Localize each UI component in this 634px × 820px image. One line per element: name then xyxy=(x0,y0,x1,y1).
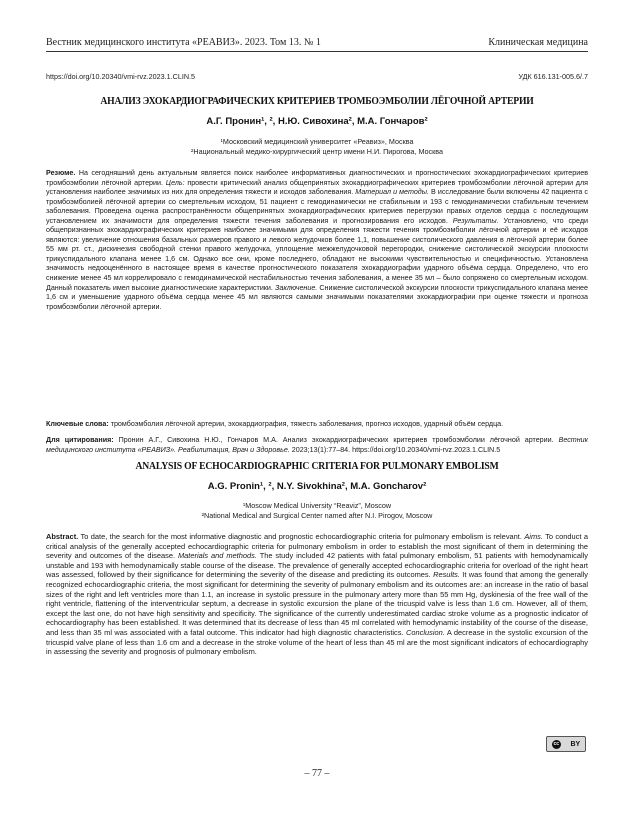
abstract-en xyxy=(46,532,588,657)
journal-name: Вестник медицинского института «РЕАВИЗ». 2023. Том 13. № 1 xyxy=(46,37,321,48)
page-number: – 77 – xyxy=(304,768,330,779)
cc-by-label: BY xyxy=(570,740,581,748)
methods-ru-label: Материал и методы. xyxy=(355,188,429,197)
keywords-ru xyxy=(46,420,588,430)
conclusion-en-label: Conclusion. xyxy=(406,627,445,637)
cc-license-badge[interactable] xyxy=(546,736,586,752)
affiliation-ru-1: ¹Московский медицинский университет «Реавиз», Москва xyxy=(220,137,414,146)
cc-icon: cc xyxy=(553,741,560,747)
title-ru: АНАЛИЗ ЭХОКАРДИОГРАФИЧЕСКИХ КРИТЕРИЕВ ТРОМБОЭМБОЛИИ ЛЁГОЧНОЙ АРТЕРИИ xyxy=(100,96,534,107)
affiliations-en xyxy=(46,501,588,521)
results-ru-text: Установлено, что среди общепризнанных эхокардиографических критериев наиболее значимыми для определения тяжести течения тромбоэмболии лёгочной артерии и её исходов являются: увеличение отношения базальных размеров правого и левого желудочков более 1,1, повышение систолического давления в лёгочной артерии более 55 мм рт. ст., дискинезия свободной стенки правого желудочка, уплощение межжелудочковой перегородки, снижение систолической экскурсии плоскости трикуспидального клапана менее 1,6 см. Однако все они, кроме последнего, обладают не высокими чувствительностью и специфичностью. Установлена значимость недооценённого в настоящее время в качестве прогностического показателя эхокардиографии ударного объёма сердца. Определено, что его снижение менее 45 мл коррелировало с гемодинамической нестабильностью течения заболевания, а менее 35 мл – было сопряжено со смертельным исходом. Данный показатель имел высокие диагностические характеристики. xyxy=(46,216,588,292)
aim-ru-label: Цель: xyxy=(165,178,185,187)
conclusion-ru-text: Снижение систолической экскурсии плоскости трикуспидального клапана менее 1,6 см и уменьшение ударного объёма сердца менее 45 мл являются самыми значимыми показателями эхокардиографии при оценке тяжести и прогноза тромбоэмболии лёгочной артерии. xyxy=(46,283,588,311)
conclusion-ru-label: Заключение. xyxy=(274,283,318,292)
journal-section: Клиническая медицина xyxy=(488,37,588,48)
doi-link[interactable]: https://doi.org/10.20340/vmi-rvz.2023.1.CLIN.5 xyxy=(46,72,196,81)
affiliation-en-2: ²National Medical and Surgical Center named after N.I. Pirogov, Moscow xyxy=(201,511,433,520)
conclusion-en-text: A decrease in the systolic excursion of the tricuspid valve plane of less than 1.6 cm and a decrease in the stroke volume of the heart of less than 45 ml are the most significant indicators of echocardiography in assessing the severity and prognosis of pulmonary embolism. xyxy=(46,627,588,657)
title-en: ANALYSIS OF ECHOCARDIOGRAPHIC CRITERIA FOR PULMONARY EMBOLISM xyxy=(135,461,499,472)
udc-code: УДК 616.131-005.6/.7 xyxy=(518,72,588,81)
abstract-ru-label: Резюме. xyxy=(46,169,76,177)
abstract-ru-intro: На сегодняшний день актуальным является поиск наиболее информативных диагностических и прогностических эхокардиографических критериев тромбоэмболии лёгочной артерии. xyxy=(46,169,588,187)
citation-ru-text: Пронин А.Г., Сивохина Н.Ю., Гончаров М.А. Анализ эхокардиографических критериев тромбоэмболии лёгочной артерии. xyxy=(118,436,554,444)
abstract-en-label: Abstract. xyxy=(46,532,79,541)
citation-ru-journal: Вестник медицинского института «РЕАВИЗ». Реабилитация, Врач и Здоровье. xyxy=(46,436,589,454)
abstract-ru xyxy=(46,169,588,312)
running-head xyxy=(46,26,588,52)
results-ru-label: Результаты. xyxy=(452,216,499,225)
abstract-en-intro: To date, the search for the most informative diagnostic and prognostic echocardiographic criteria for pulmonary embolism is relevant. xyxy=(80,532,522,541)
aim-en-label: Aims. xyxy=(524,532,543,541)
keywords-ru-text: тромбоэмболия лёгочной артерии, эхокардиография, тяжесть заболевания, прогноз исходов, ударный объём сердца. xyxy=(110,420,504,428)
methods-ru-text: В исследование были включены 42 пациента с тромбоэмболией лёгочной артерии со смертельным исходом, 51 пациент с гемодинамически не стабильным и 193 с гемодинамически стабильным течением заболевания. Проведена оценка распространённости общепринятых эхокардиографических критериев перегрузки правых отделов сердца с последующим установлением их значимости для определения тяжести течения заболевания и прогнозирования его исходов. xyxy=(46,188,589,225)
citation-ru-tail[interactable]: 2023;13(1):77–84. https://doi.org/10.20340/vmi-rvz.2023.1.CLIN.5 xyxy=(291,445,501,454)
methods-en-label: Materials and methods. xyxy=(177,551,257,561)
authors-en: A.G. Pronin¹, ², N.Y. Sivokhina², M.A. Goncharov² xyxy=(207,481,427,492)
aim-ru-text: провести критический анализ общепринятых эхокардиографических критериев тромбоэмболии лёгочной артерии для установления наиболее значимых из них для определения тяжести и исходов заболевания. xyxy=(46,178,588,197)
authors-ru: А.Г. Пронин¹, ², Н.Ю. Сивохина², М.А. Гончаров² xyxy=(206,116,428,127)
aim-en-text: To conduct a critical analysis of the generally accepted echocardiographic criteria for pulmonary embolism in order to establish the most significant of them in determining the severity and outcomes of the disease. xyxy=(46,532,588,561)
results-en-text: It was found that among the generally recognized echocardiographic criteria, the most significant for determining the severity of pulmonary embolism and its outcomes are: an increase in the ratio of basal sizes of the right and left ventricles more than 1.1, an increase in systolic pressure in the pulmonary artery more than 55 mm Hg, dyskinesia of the free wall of the right ventricle, flattening of the interventricular septum, a decrease in systolic excursion the plane of the tricuspid valve is less than 1.6 cm. However, all of them, except the last one, do not have high sensitivity and specificity. The significance of the currently underestimated cardiac stroke volume as a prognostic indicator of echocardiography has been established. It was determined that its decrease of less than 45 ml correlated with hemodynamic instability of the course of the disease, and less than 35 ml was associated with a fatal outcome. This indicator had high diagnostic characteristics. xyxy=(46,570,588,637)
keywords-ru-label: Ключевые слова: xyxy=(46,420,109,428)
citation-ru xyxy=(46,436,588,455)
methods-en-text: The study included 42 patients with fatal pulmonary embolism, 51 patients with hemodynamically unstable and 193 with hemodynamically stable course of the disease. The prevalence of generally accepted echocardiographic criteria for overload of the right heart was assessed, followed by their significance for determining the severity of the disease and predicting its outcomes. xyxy=(46,551,589,580)
results-en-label: Results. xyxy=(433,570,460,580)
meta-line xyxy=(46,72,588,81)
affiliation-ru-2: ²Национальный медико-хирургический центр имени Н.И. Пирогова, Москва xyxy=(190,147,444,156)
affiliations-ru xyxy=(46,137,588,157)
citation-ru-label: Для цитирования: xyxy=(46,436,114,444)
affiliation-en-1: ¹Moscow Medical University “Reaviz”, Moscow xyxy=(242,501,392,510)
